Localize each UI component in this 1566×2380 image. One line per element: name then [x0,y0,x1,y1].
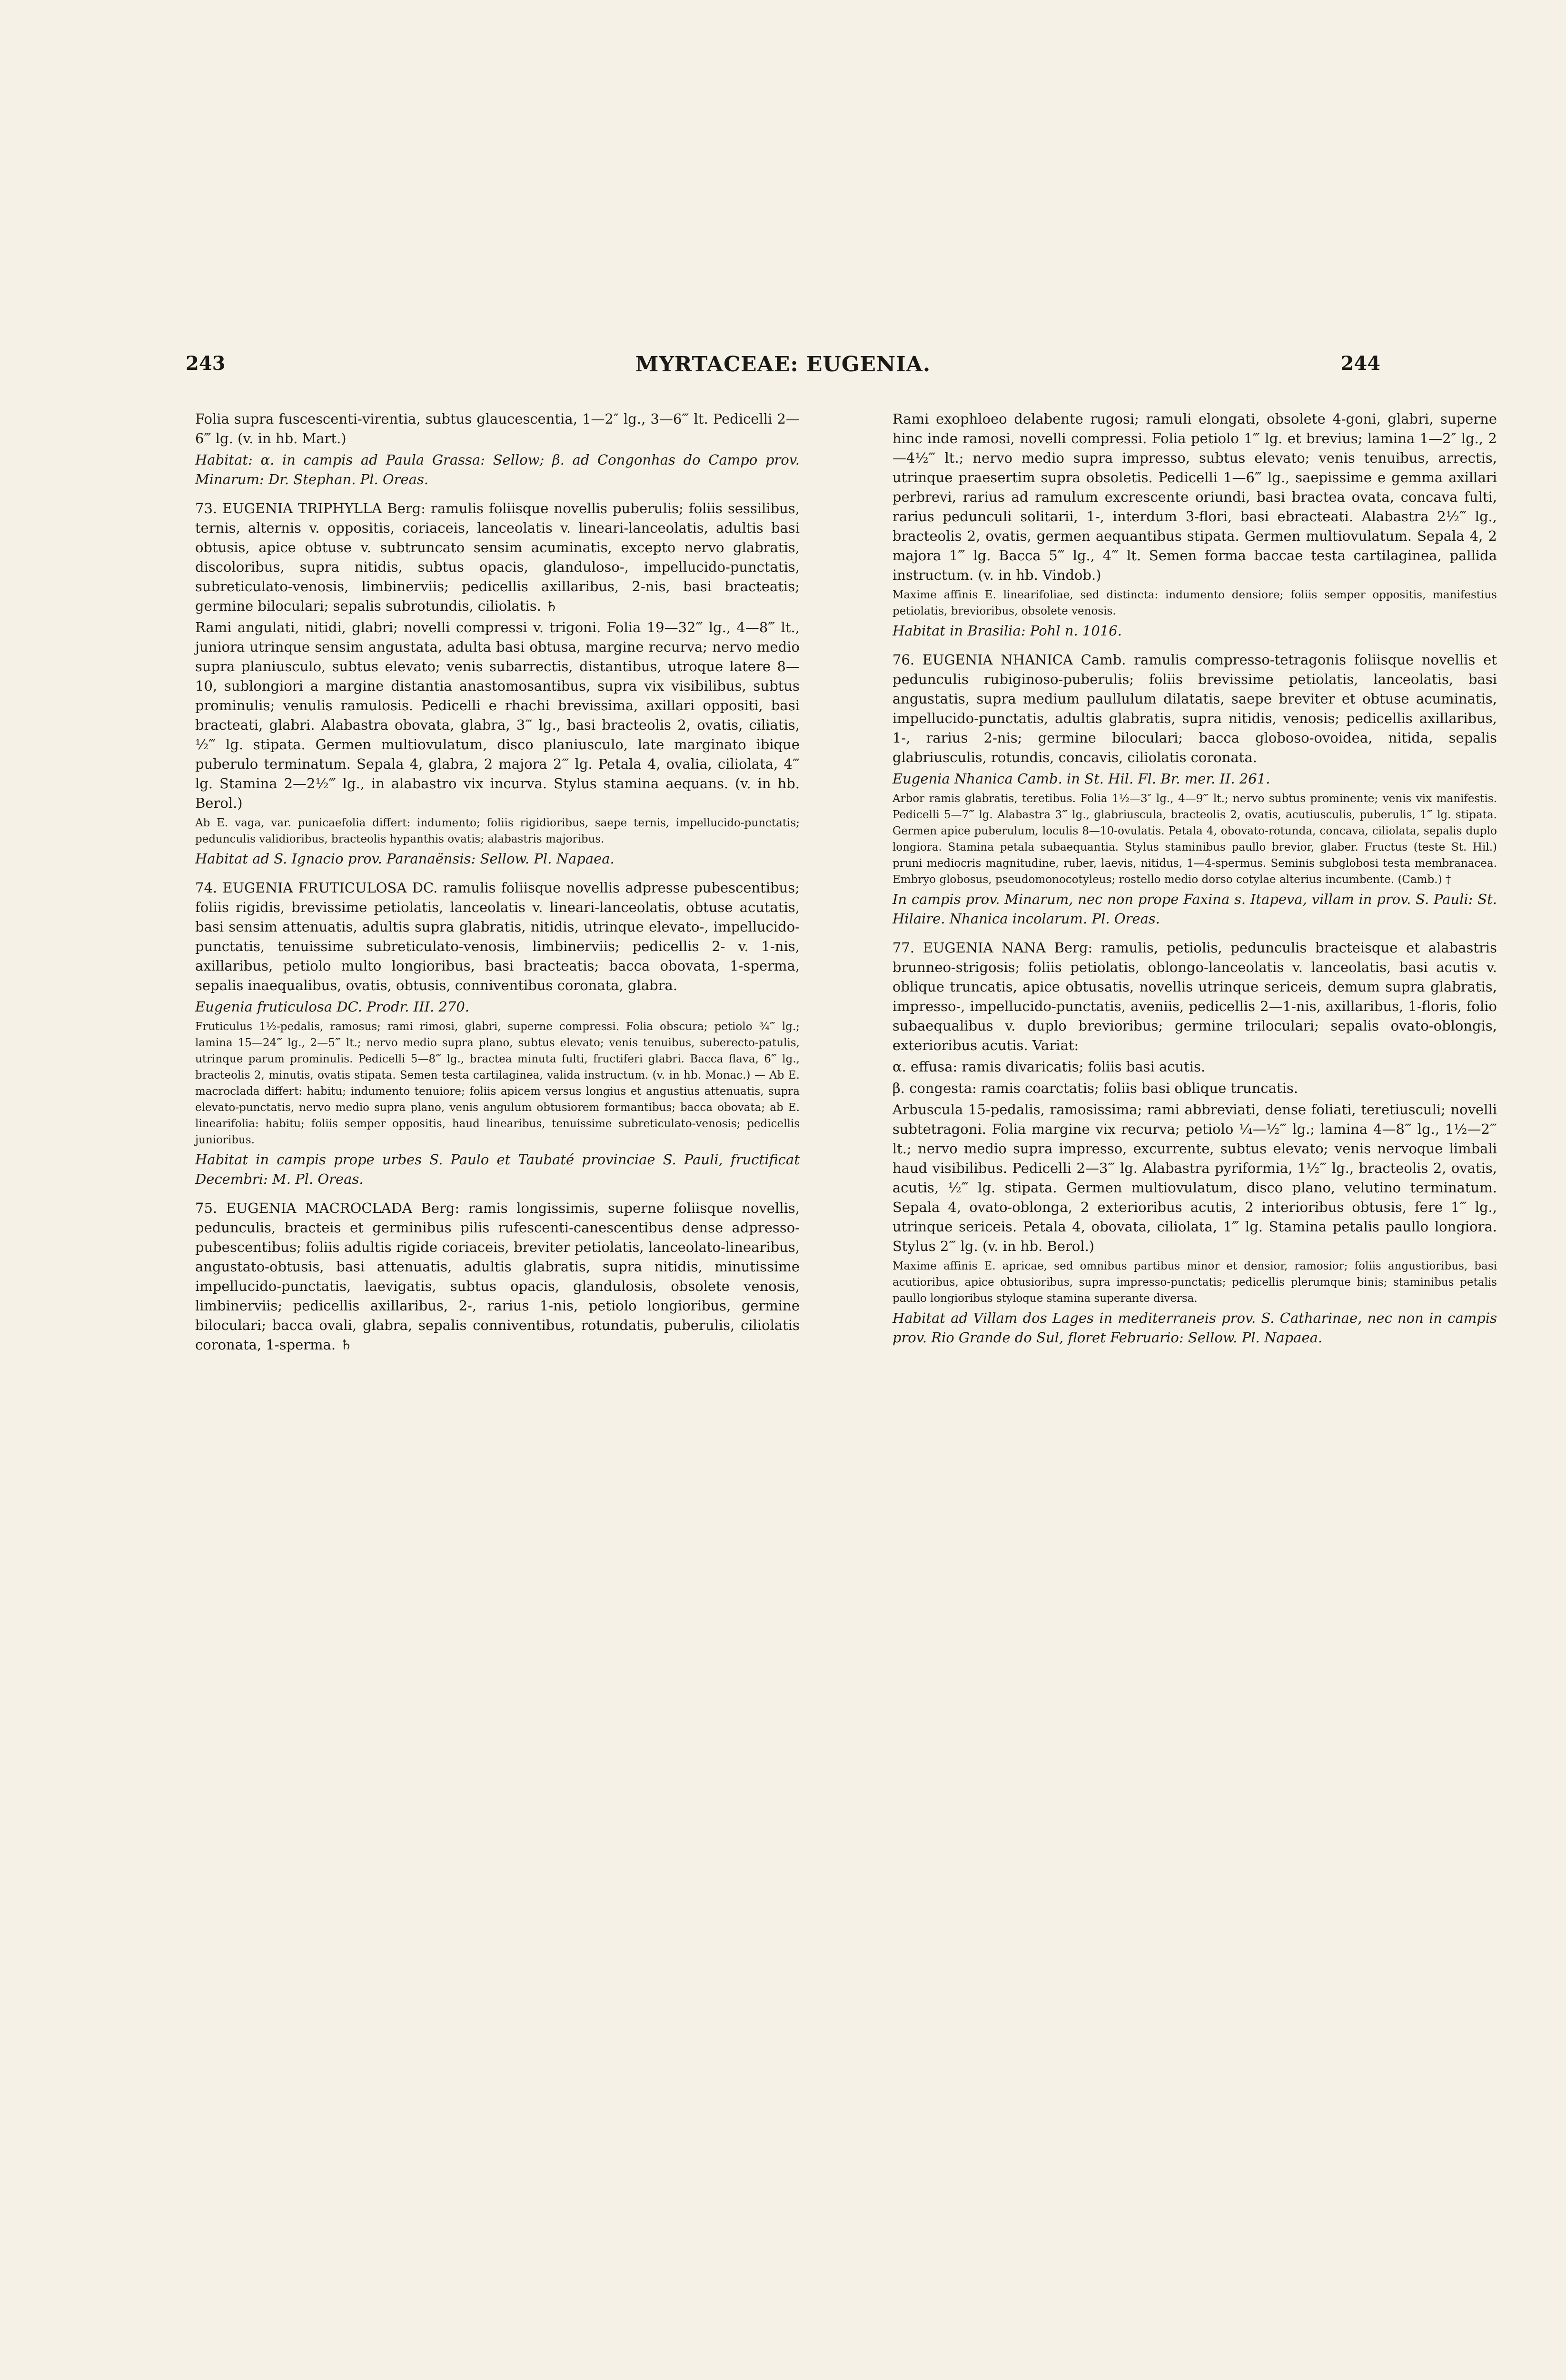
habitat-note: In campis prov. Minarum, nec non prope Faxina s. Itapeva, villam in prov. S. Pauli: St. Hilaire. Nhanica incolarum. Pl. Oreas. [892,891,1497,927]
description-paragraph: Rami exophloeo delabente rugosi; ramuli elongati, obsolete 4-goni, glabri, superne hinc inde ramosi, novelli compressi. Folia petiolo 1‴ lg. et brevius; lamina 1—2″ lg., 2—4½‴ lt.; nervo medio supra impresso, subtus elevato; venis tenuibus, arrectis, utrinque praesertim supra obsoletis. Pedicelli 1—6‴ lg., saepissime e gemma axillari perbrevi, rarius ad ramulum excrescente oriundi, basi bractea ovata, concava fulti, rarius pedunculi solitarii, 1-, interdum 3-flori, basi ebracteati. Alabastra 2½‴ lg., bracteolis 2, ovatis, germen aequantibus stipata. Germen multiovulatum. Sepala 4, 2 majora 1‴ lg. Bacca 5‴ lg., 4‴ lt. Semen forma baccae testa cartilaginea, pallida instructum. (v. in hb. Vindob.) [892,411,1497,583]
running-title: MYRTACEAE: EUGENIA. [635,352,931,377]
species-entry-heading: 75. EUGENIA MACROCLADA Berg: ramis longissimis, superne foliisque novellis, pedunculis, bracteis et germinibus pilis rufescenti-canescentibus dense adpresso-pubescentibus; foliis adultis rigide coriaceis, breviter petiolatis, lanceolato-linearibus, angustato-obtusis, basi attenuatis, adultis glabratis, supra nitidis, minutissime impellucido-punctatis, laevigatis, subtus opacis, glandulosis, obsolete venosis, limbinerviis; pedicellis axillaribus, 2-, rarius 1-nis, petiolo longioribus, germine biloculari; bacca ovali, glabra, sepalis conniventibus, rotundatis, puberulis, ciliolatis coronata, 1-sperma. ♄ [195,1200,800,1353]
small-note: Maxime affinis E. apricae, sed omnibus partibus minor et densior, ramosior; foliis angustioribus, basi acutioribus, apice obtusioribus, supra impresso-punctatis; pedicellis plerumque binis; staminibus petalis paullo longioribus styloque stamina superante diversa. [892,1260,1497,1305]
species-entry-heading: 74. EUGENIA FRUTICULOSA DC. ramulis foliisque novellis adpresse pubescentibus; foliis rigidis, brevissime petiolatis, lanceolatis v. lineari-lanceolatis, obtuse acutatis, basi sensim attenuatis, adultis supra glabratis, nitidis, utrinque elevato-, impellucido-punctatis, tenuissime subreticulato-venosis, limbinerviis; pedicellis 2- v. 1-nis, axillaribus, petiolo multo longioribus, basi bracteatis; bacca obovata, 1-sperma, sepalis inaequalibus, ovatis, obtusis, conniventibus coronata, glabra. [195,880,800,993]
small-note: Maxime affinis E. linearifoliae, sed distincta: indumento densiore; foliis semper oppositis, manifestius petiolatis, brevioribus, obsolete venosis. [892,589,1497,617]
right-column [892,409,1497,1349]
page-number-right: 244 [1340,352,1380,375]
habitat-note: Habitat ad Villam dos Lages in mediterraneis prov. S. Catharinae, nec non in campis prov. Rio Grande do Sul, floret Februario: Sellow. Pl. Napaea. [892,1310,1497,1346]
habitat-note: Habitat: α. in campis ad Paula Grassa: Sellow; β. ad Congonhas do Campo prov. Minarum: Dr. Stephan. Pl. Oreas. [195,452,800,487]
species-entry-heading: 77. EUGENIA NANA Berg: ramulis, petiolis, pedunculis bracteisque et alabastris brunneo-strigosis; foliis petiolatis, oblongo-lanceolatis v. lanceolatis, basi acutis v. oblique truncatis, apice obtusatis, novellis utrinque sericeis, demum supra glabratis, impresso-, impellucido-punctatis, aveniis, pedicellis 2—1-nis, axillaribus, 1-floris, folio subaequalibus v. duplo brevioribus; germine triloculari; sepalis ovato-oblongis, exterioribus acutis. Variat: [892,940,1497,1053]
description-paragraph: Arbuscula 15-pedalis, ramosissima; rami abbreviati, dense foliati, teretiusculi; novelli subtetragoni. Folia margine vix recurva; petiolo ¼—½‴ lg.; lamina 4—8‴ lg., 1½—2‴ lt.; nervo medio supra impresso, excurrente, subtus elevato; venis nervoque limbali haud visibilibus. Pedicelli 2—3‴ lg. Alabastra pyriformia, 1½‴ lg., bracteolis 2, ovatis, acutis, ½‴ lg. stipata. Germen multiovulatum, disco plano, velutino terminatum. Sepala 4, ovato-oblonga, 2 exterioribus acutis, 2 interioribus obtusis, fere 1‴ lg., utrinque sericeis. Petala 4, obovata, ciliolata, 1‴ lg. Stamina petalis paullo longiora. Stylus 2‴ lg. (v. in hb. Berol.) [892,1101,1497,1254]
description-paragraph: β. congesta: ramis coarctatis; foliis basi oblique truncatis. [892,1080,1298,1096]
running-header [186,352,1380,395]
small-note: Ab E. vaga, var. punicaefolia differt: indumento; foliis rigidioribus, saepe ternis, impellucido-punctatis; pedunculis validioribus, bracteolis hypanthis ovatis; alabastris majoribus. [195,817,800,845]
habitat-note: Habitat ad S. Ignacio prov. Paranaënsis: Sellow. Pl. Napaea. [195,851,615,867]
habitat-note: Habitat in Brasilia: Pohl n. 1016. [892,623,1122,639]
left-column [195,409,800,1357]
description-paragraph: Folia supra fuscescenti-virentia, subtus glaucescentia, 1—2″ lg., 3—6‴ lt. Pedicelli 2—6‴ lg. (v. in hb. Mart.) [195,411,800,446]
small-note: Arbor ramis glabratis, teretibus. Folia 1½—3″ lg., 4—9‴ lt.; nervo subtus prominente; venis vix manifestis. Pedicelli 5—7‴ lg. Alabastra 3‴ lg., glabriuscula, bracteolis 2, ovatis, acutiusculis, puberulis, 1‴ lg. stipata. Germen apice puberulum, loculis 8—10-ovulatis. Petala 4, obovato-rotunda, concava, ciliolata, sepalis duplo longiora. Stamina petala subaequantia. Stylus staminibus paullo brevior, glaber. Fructus (teste St. Hil.) pruni mediocris magnitudine, ruber, laevis, nitidus, 1—4-spermus. Seminis subglobosi testa membranacea. Embryo globosus, pseudomonocotyleus; rostello medio dorso cotylae alterius incumbente. (Camb.) † [892,793,1497,886]
page-number-left: 243 [186,352,226,375]
small-note: Fruticulus 1½-pedalis, ramosus; rami rimosi, glabri, superne compressi. Folia obscura; petiolo ¾‴ lg.; lamina 15—24‴ lg., 2—5‴ lt.; nervo medio supra plano, subtus elevato; venis tenuibus, suberecto-patulis, utrinque parum prominulis. Pedicelli 5—8‴ lg., bractea minuta fulti, fructiferi glabri. Bacca flava, 6‴ lg., bracteolis 2, minutis, ovatis stipata. Semen testa cartilaginea, valida instructum. (v. in hb. Monac.) — Ab E. macroclada differt: habitu; indumento tenuiore; foliis apicem versus longius et angustius attenuatis, supra elevato-punctatis, nervo medio supra plano, venis angulum obtusiorem formantibus; bacca obovata; ab E. linearifolia: habitu; foliis semper oppositis, haud linearibus, tenuissime subreticulato-venosis; pedicellis junioribus. [195,1021,800,1146]
habitat-note: Eugenia fruticulosa DC. Prodr. III. 270. [195,999,470,1015]
species-entry-heading: 73. EUGENIA TRIPHYLLA Berg: ramulis foliisque novellis puberulis; foliis sessilibus, ternis, alternis v. oppositis, coriaceis, lanceolatis v. lineari-lanceolatis, adultis basi obtusis, apice obtuse v. subtruncato sensim acuminatis, excepto nervo glabratis, discoloribus, supra nitidis, subtus opacis, glanduloso-, impellucido-punctatis, subreticulato-venosis, limbinerviis; pedicellis axillaribus, 2-nis, basi bracteatis; germine biloculari; sepalis subrotundis, ciliolatis. ♄ [195,500,800,614]
description-paragraph: α. effusa: ramis divaricatis; foliis basi acutis. [892,1059,1206,1075]
habitat-note: Eugenia Nhanica Camb. in St. Hil. Fl. Br. mer. II. 261. [892,771,1270,787]
habitat-note: Habitat in campis prope urbes S. Paulo et Taubaté provinciae S. Pauli, fructificat Decembri: M. Pl. Oreas. [195,1151,800,1187]
description-paragraph: Rami angulati, nitidi, glabri; novelli compressi v. trigoni. Folia 19—32‴ lg., 4—8‴ lt., juniora utrinque sensim angustata, adulta basi obtusa, margine recurva; nervo medio supra planiusculo, subtus elevato; venis subarrectis, distantibus, utroque latere 8—10, sublongiori a margine distantia anastomosantibus, supra vix visibilibus, subtus prominulis; venulis ramulosis. Pedicelli e rhachi brevissima, axillari oppositi, basi bracteati, glabri. Alabastra obovata, glabra, 3‴ lg., basi bracteolis 2, ovatis, ciliatis, ½‴ lg. stipata. Germen multiovulatum, disco planiusculo, late marginato ibique puberulo terminatum. Sepala 4, glabra, 2 majora 2‴ lg. Petala 4, ovalia, ciliolata, 4‴ lg. Stamina 2—2½‴ lg., in alabastro vix incurva. Stylus stamina aequans. (v. in hb. Berol.) [195,619,800,811]
species-entry-heading: 76. EUGENIA NHANICA Camb. ramulis compresso-tetragonis foliisque novellis et pedunculis rubiginoso-puberulis; foliis brevissime petiolatis, lanceolatis, basi angustatis, supra medium paullulum dilatatis, saepe breviter et obtuse acuminatis, impellucido-punctatis, adultis glabratis, supra nitidis, venosis; pedicellis axillaribus, 1-, rarius 2-nis; germine biloculari; bacca globoso-ovoidea, nitida, sepalis glabriusculis, rotundis, concavis, ciliolatis coronata. [892,652,1497,765]
